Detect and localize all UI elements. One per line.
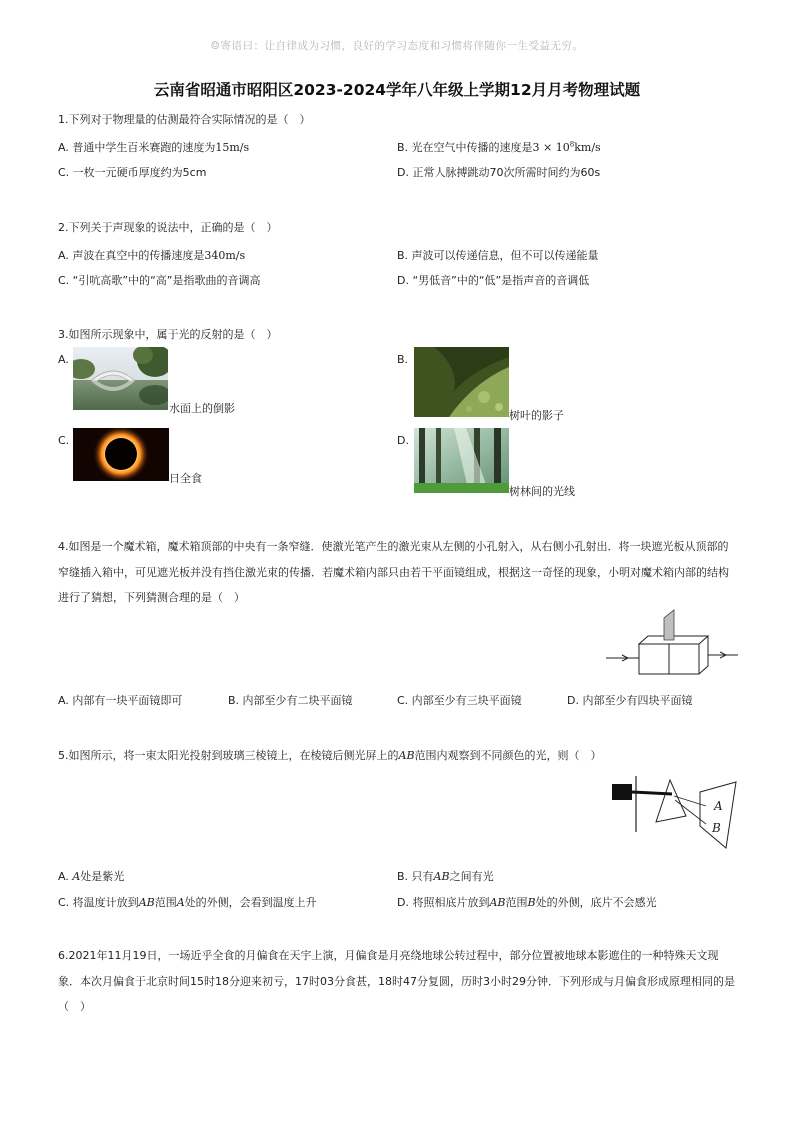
q3-option-b-caption: 树叶的影子 (509, 409, 564, 422)
q5-stem-text-2: 范围内观察到不同颜色的光，则（ ） (414, 749, 602, 762)
q5-option-a-var: A (72, 870, 81, 883)
q1-option-a-text: A. 普通中学生百米赛跑的速度为 (58, 141, 216, 154)
page-title: 云南省昭通市昭阳区2023-2024学年八年级上学期12月月考物理试题 (153, 81, 641, 99)
q3-option-d-label[interactable]: D. (397, 434, 409, 447)
q1-option-c[interactable]: C. 一枚一元硬币厚度约为5cm (58, 166, 207, 179)
q5-option-d-text-2: 范围 (505, 896, 528, 909)
motto-header: ☺寄语曰：让自律成为习惯，良好的学习态度和习惯将伴随你一生受益无穷。 (210, 40, 584, 52)
q5-option-d-text-3: 处的外侧，底片不会感光 (535, 896, 657, 909)
q5-option-c-text-1: C. 将温度计放到 (58, 896, 139, 909)
q2-option-a-text: A. 声波在真空中的传播速度是 (58, 249, 205, 262)
q5-option-a-text-2: 处是紫光 (80, 870, 125, 883)
q5-option-d-var-2: B (527, 896, 536, 909)
q3-option-b-label[interactable]: B. (397, 353, 409, 366)
q4-stem-line2: 窄缝插入箱中，可见遮光板并没有挡住激光束的传播．若魔术箱内部只由若干平面镜组成，根据这一奇怪的现象，小明对魔术箱内部的结构 (58, 566, 729, 579)
q3-photo-bridge-reflection (73, 347, 168, 410)
q5-stem-text-1: 5.如图所示，将一束太阳光投射到玻璃三棱镜上，在棱镜后侧光屏上的 (58, 749, 399, 762)
q2-option-c[interactable]: C. “引吭高歌”中的“高”是指歌曲的音调高 (58, 274, 261, 287)
q3-stem: 3.如图所示现象中，属于光的反射的是（ ） (58, 328, 278, 341)
q3-option-a-label[interactable]: A. (58, 353, 69, 366)
q5-option-b-var: AB (433, 870, 450, 883)
q5-stem-ab: AB (398, 749, 415, 762)
q4-option-b[interactable]: B. 内部至少有二块平面镜 (228, 694, 353, 707)
q6-stem-line2: 象．本次月偏食于北京时间15时18分迎来初亏，17时03分食甚，18时47分复圆，历时3小时29分钟．下列形成与月偏食形成原理相同的是 (58, 975, 735, 988)
q5-option-c[interactable] (58, 894, 317, 910)
q5-option-c-var-1: AB (138, 896, 155, 909)
q5-option-d-text-1: D. 将照相底片放到 (397, 896, 490, 909)
q1-option-b-value: 3 × 10 (532, 141, 570, 154)
q1-option-b[interactable] (397, 139, 601, 155)
q1-option-b-unit: km/s (574, 141, 601, 154)
q2-option-d[interactable]: D. “男低音”中的“低”是指声音的音调低 (397, 274, 590, 287)
q5-option-d-var-1: AB (489, 896, 506, 909)
q5-option-b-text-2: 之间有光 (449, 870, 494, 883)
q5-option-b-text-1: B. 只有 (397, 870, 434, 883)
q5-option-c-text-2: 范围 (154, 896, 177, 909)
q6-stem-line3: （ ） (58, 1000, 91, 1013)
q4-stem-line1: 4.如图是一个魔术箱，魔术箱顶部的中央有一条窄缝．使激光笔产生的激光束从左侧的小孔射入，从右侧小孔射出．将一块遮光板从顶部的 (58, 540, 729, 553)
q4-magic-box-figure (604, 608, 740, 680)
q1-option-a-value: 15m/s (215, 141, 250, 154)
q5-figure-label-b: B (712, 821, 721, 835)
q1-option-b-text: B. 光在空气中传播的速度是 (397, 141, 533, 154)
q3-photo-solar-eclipse (73, 428, 169, 481)
q1-stem: 1.下列对于物理量的估测最符合实际情况的是（ ） (58, 113, 311, 126)
q2-option-a-value: 340m/s (204, 249, 246, 262)
q1-option-d[interactable]: D. 正常人脉搏跳动70次所需时间约为60s (397, 166, 601, 179)
q5-option-c-var-2: A (176, 896, 185, 909)
q5-option-a[interactable] (58, 868, 124, 884)
q3-option-c-label[interactable]: C. (58, 434, 70, 447)
q6-stem-line1: 6.2021年11月19日，一场近乎全食的月偏食在天宇上演，月偏食是月亮绕地球公转过程中，部分位置被地球本影遮住的一种特殊天文现 (58, 949, 719, 962)
q4-option-a[interactable]: A. 内部有一块平面镜即可 (58, 694, 183, 707)
q5-prism-figure (608, 776, 742, 858)
q5-option-c-text-3: 处的外侧，会看到温度上升 (184, 896, 317, 909)
q4-stem-line3: 进行了猜想，下列猜测合理的是（ ） (58, 591, 245, 604)
q3-option-d-caption: 树林间的光线 (509, 485, 575, 498)
q2-stem: 2.下列关于声现象的说法中，正确的是（ ） (58, 221, 278, 234)
q4-option-d[interactable]: D. 内部至少有四块平面镜 (567, 694, 693, 707)
q4-option-c[interactable]: C. 内部至少有三块平面镜 (397, 694, 522, 707)
q2-option-a[interactable] (58, 247, 245, 263)
q2-option-b[interactable]: B. 声波可以传递信息，但不可以传递能量 (397, 249, 599, 262)
q5-figure-label-a: A (714, 799, 723, 813)
q3-photo-forest-light (414, 428, 509, 493)
q5-option-a-text-1: A. (58, 870, 73, 883)
q3-option-c-caption: 日全食 (169, 472, 202, 485)
q5-stem (58, 743, 602, 769)
q1-option-a[interactable] (58, 139, 249, 155)
q1-option-b-exponent: 8 (569, 140, 575, 149)
q3-photo-leaf-shadow (414, 347, 509, 417)
q3-option-a-caption: 水面上的倒影 (169, 402, 235, 415)
q5-option-b[interactable] (397, 868, 494, 884)
q5-option-d[interactable] (397, 894, 657, 910)
